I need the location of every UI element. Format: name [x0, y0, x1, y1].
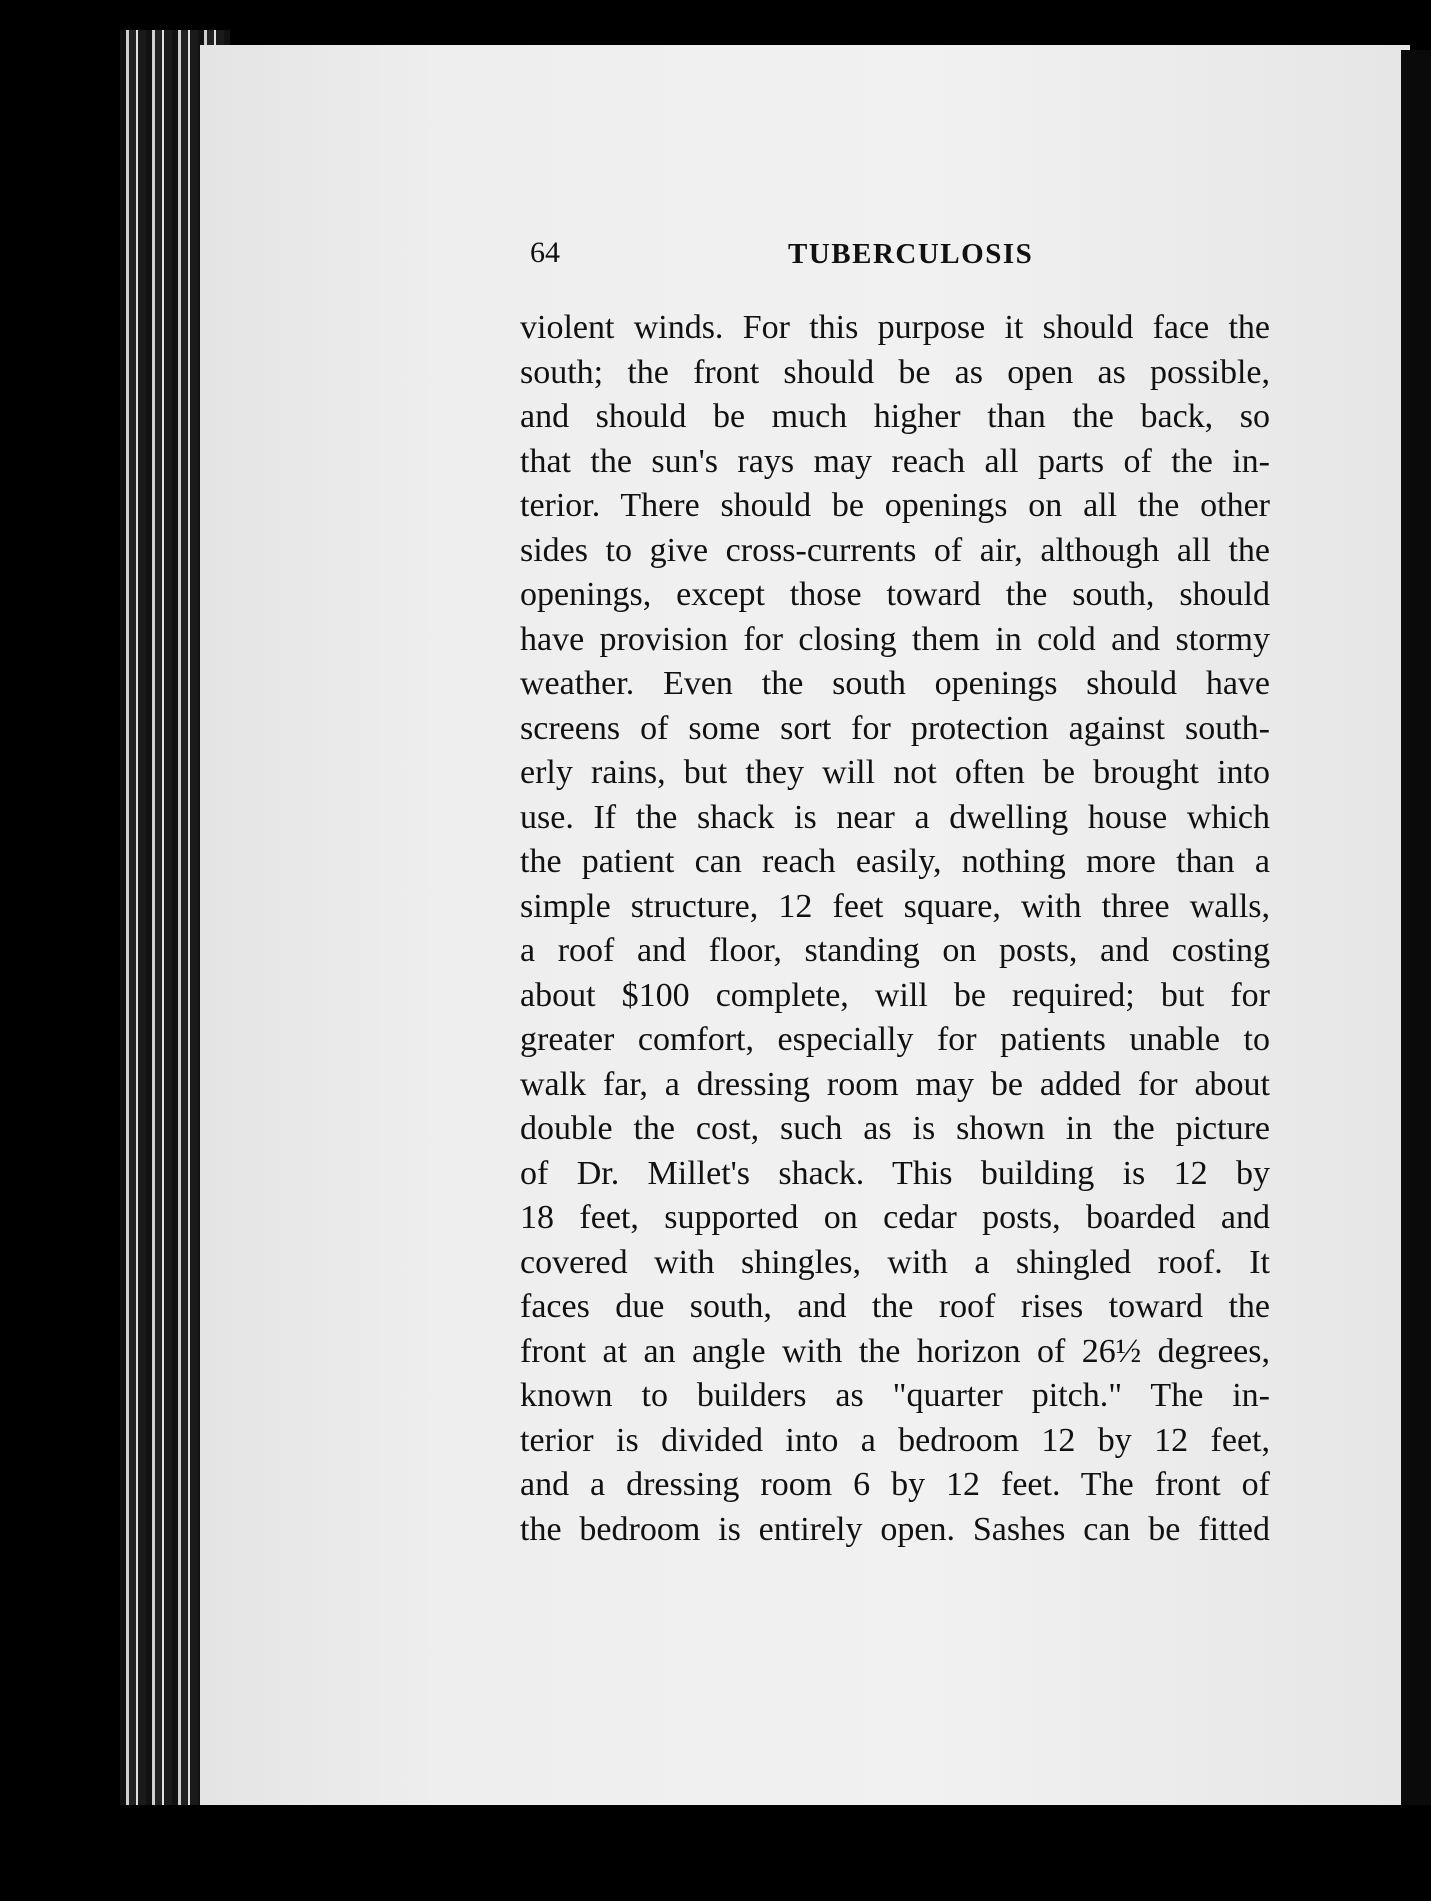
text-line: terior is divided into a bedroom 12 by 12 feet, [520, 1421, 1270, 1459]
text-line: weather. Even the south openings should have [520, 665, 1270, 702]
text-line: covered with shingles, with a shingled roof. It [520, 1243, 1270, 1281]
body-paragraph [520, 306, 1270, 1552]
page-header [530, 230, 1290, 280]
text-line: the bedroom is entirely open. Sashes can be fitted [520, 1510, 1270, 1548]
text-line: a roof and floor, standing on posts, and costing [520, 932, 1270, 969]
bottom-scan-border [0, 1805, 1431, 1901]
text-line: of Dr. Millet's shack. This building is 12 by [520, 1154, 1270, 1192]
text-line: erly rains, but they will not often be brought into [520, 754, 1270, 791]
text-line: double the cost, such as is shown in the picture [520, 1110, 1270, 1147]
page-number: 64 [530, 236, 560, 269]
text-line: that the sun's rays may reach all parts of the in- [520, 442, 1270, 480]
text-line: faces due south, and the roof rises toward the [520, 1288, 1270, 1325]
text-line: walk far, a dressing room may be added for about [520, 1065, 1270, 1103]
text-line: violent winds. For this purpose it should face the [520, 309, 1270, 346]
text-line: screens of some sort for protection against south- [520, 709, 1270, 747]
text-line: use. If the shack is near a dwelling house which [520, 798, 1270, 836]
text-line: known to builders as "quarter pitch." The in- [520, 1377, 1270, 1414]
text-line: and should be much higher than the back, so [520, 398, 1270, 435]
text-line: and a dressing room 6 by 12 feet. The front of [520, 1466, 1270, 1503]
text-line: front at an angle with the horizon of 26½ degrees, [520, 1332, 1270, 1370]
text-line: simple structure, 12 feet square, with three walls, [520, 887, 1270, 925]
running-head: TUBERCULOSIS [788, 238, 1034, 270]
right-page-edge [1401, 50, 1431, 1820]
text-line: openings, except those toward the south, should [520, 576, 1270, 613]
text-line: sides to give cross-currents of air, although all the [520, 531, 1270, 569]
text-line: 18 feet, supported on cedar posts, boarded and [520, 1199, 1270, 1236]
text-line: about $100 complete, will be required; but for [520, 976, 1270, 1014]
text-line: terior. There should be openings on all the other [520, 487, 1270, 524]
text-line: the patient can reach easily, nothing more than a [520, 843, 1270, 880]
text-line: south; the front should be as open as possible, [520, 353, 1270, 391]
text-line: have provision for closing them in cold and stormy [520, 620, 1270, 658]
text-line: greater comfort, especially for patients unable to [520, 1021, 1270, 1058]
